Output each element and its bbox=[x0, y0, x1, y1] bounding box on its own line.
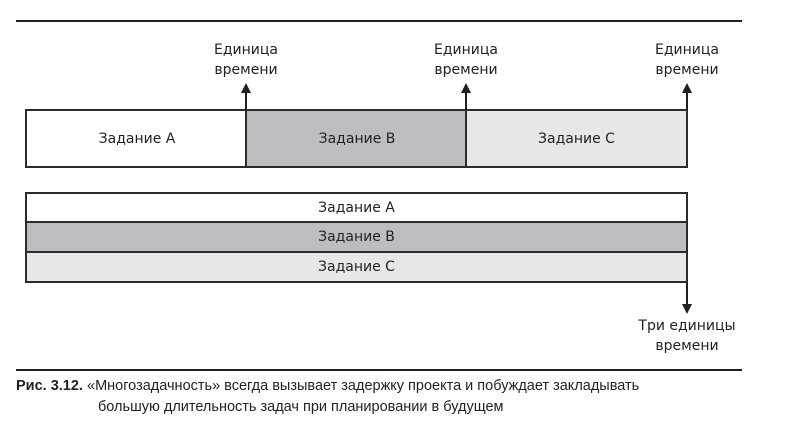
caption-line-1: «Многозадачность» всегда вызывает задержку проекта и побуждает закладывать bbox=[87, 378, 640, 394]
multitask-row-a bbox=[25, 192, 688, 223]
caption-line-2: большую длительность задач при планировании в будущем bbox=[98, 399, 504, 415]
time-marker-1-line2: времени bbox=[214, 62, 278, 78]
multitask-row-a-label: Задание A bbox=[318, 199, 395, 216]
figure-caption bbox=[16, 376, 756, 418]
sequential-task-a-label: Задание A bbox=[98, 130, 176, 147]
time-marker-3-label bbox=[655, 40, 719, 80]
sequential-task-c-label: Задание C bbox=[538, 130, 615, 147]
sequential-task-c bbox=[465, 109, 688, 168]
sequential-task-a bbox=[25, 109, 247, 168]
time-marker-2-line2: времени bbox=[434, 62, 498, 78]
three-units-marker-arrow-icon bbox=[682, 304, 692, 314]
sequential-timeline-bar bbox=[25, 109, 688, 168]
time-marker-1-line bbox=[245, 92, 247, 110]
multitask-row-c bbox=[25, 251, 688, 283]
time-marker-3-line2: времени bbox=[655, 62, 719, 78]
caption-rule bbox=[16, 369, 742, 371]
sequential-task-b bbox=[245, 109, 467, 168]
time-marker-3-arrow-icon bbox=[682, 83, 692, 93]
time-marker-2-arrow-icon bbox=[461, 83, 471, 93]
time-marker-3-line1: Единица bbox=[655, 42, 719, 58]
time-marker-1-arrow-icon bbox=[241, 83, 251, 93]
three-units-marker-line1: Три единицы bbox=[638, 318, 736, 334]
multitask-row-b-label: Задание B bbox=[318, 229, 395, 245]
figure-number: Рис. 3.12. bbox=[16, 378, 83, 394]
time-marker-2-label bbox=[434, 40, 498, 80]
three-units-marker-line bbox=[686, 283, 688, 305]
top-rule bbox=[16, 20, 742, 22]
time-marker-3-line bbox=[686, 92, 688, 110]
three-units-marker-label bbox=[638, 316, 735, 356]
time-marker-1-label bbox=[214, 40, 278, 80]
multitask-row-c-label: Задание C bbox=[318, 259, 395, 275]
time-marker-1-line1: Единица bbox=[214, 42, 278, 58]
sequential-task-b-label: Задание B bbox=[318, 130, 396, 147]
multitasking-timeline bbox=[25, 192, 688, 283]
three-units-marker-line2: времени bbox=[655, 338, 719, 354]
time-marker-2-line bbox=[465, 92, 467, 110]
time-marker-2-line1: Единица bbox=[434, 42, 498, 58]
multitask-row-b bbox=[25, 221, 688, 253]
